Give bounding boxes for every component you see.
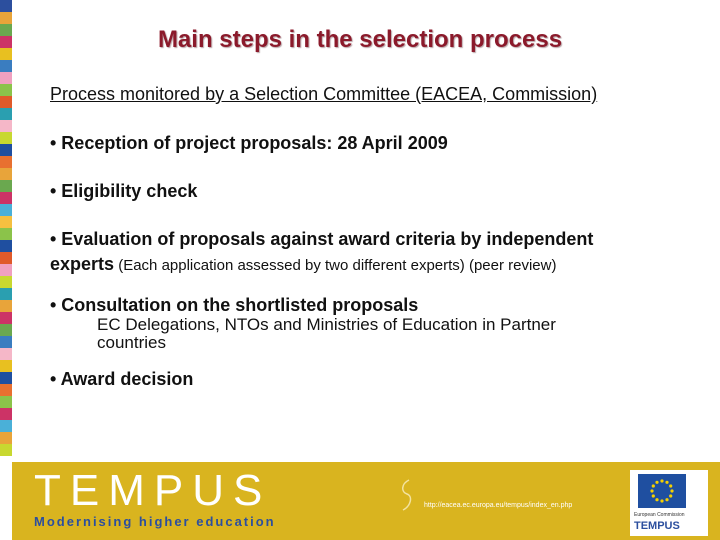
tempus-tagline: Modernising higher education bbox=[34, 514, 276, 529]
stripe-segment bbox=[0, 192, 12, 204]
stripe-segment bbox=[0, 276, 12, 288]
stripe-segment bbox=[0, 348, 12, 360]
slide-title: Main steps in the selection process bbox=[157, 26, 563, 53]
stripe-segment bbox=[0, 252, 12, 264]
consultation-sub-line2: countries bbox=[97, 333, 166, 352]
stripe-segment bbox=[0, 60, 12, 72]
stripe-segment bbox=[0, 384, 12, 396]
stripe-segment bbox=[0, 372, 12, 384]
stripe-segment bbox=[0, 84, 12, 96]
stripe-segment bbox=[0, 240, 12, 252]
stripe-segment bbox=[0, 72, 12, 84]
swirl-icon bbox=[397, 476, 415, 516]
stripe-segment bbox=[0, 216, 12, 228]
bullet-eligibility: • Eligibility check bbox=[50, 181, 198, 201]
stripe-segment bbox=[0, 288, 12, 300]
stripe-segment bbox=[0, 396, 12, 408]
slide-subtitle: Process monitored by a Selection Committee (EACEA, Commission) bbox=[50, 84, 598, 104]
stripe-segment bbox=[0, 180, 12, 192]
stripe-segment bbox=[0, 408, 12, 420]
eu-flag-icon bbox=[638, 474, 686, 508]
bullet-evaluation: • Evaluation of proposals against award criteria by independent bbox=[50, 229, 594, 249]
bullet-consultation: • Consultation on the shortlisted proposals bbox=[50, 295, 419, 315]
stripe-segment bbox=[0, 432, 12, 444]
bullet-award: • Award decision bbox=[50, 369, 194, 389]
stripe-segment bbox=[0, 444, 12, 456]
bullet-evaluation-line2 bbox=[50, 254, 556, 275]
stripe-segment bbox=[0, 228, 12, 240]
footer-banner bbox=[12, 462, 720, 540]
stripe-segment bbox=[0, 108, 12, 120]
eu-tempus-logo bbox=[630, 470, 708, 536]
left-color-stripe bbox=[0, 0, 12, 462]
tempus-logo: TEMPUS bbox=[34, 466, 272, 515]
stripe-segment bbox=[0, 420, 12, 432]
consultation-sub-line1: EC Delegations, NTOs and Ministries of Education in Partner bbox=[97, 315, 556, 334]
stripe-segment bbox=[0, 360, 12, 372]
stripe-segment bbox=[0, 0, 12, 12]
stripe-segment bbox=[0, 12, 12, 24]
evaluation-note: (Each application assessed by two different experts) (peer review) bbox=[114, 257, 557, 274]
stripe-segment bbox=[0, 264, 12, 276]
footer-url[interactable]: http://eacea.ec.europa.eu/tempus/index_en.php bbox=[424, 502, 573, 509]
stripe-segment bbox=[0, 312, 12, 324]
stripe-segment bbox=[0, 132, 12, 144]
stripe-segment bbox=[0, 336, 12, 348]
stripe-segment bbox=[0, 120, 12, 132]
stripe-segment bbox=[0, 300, 12, 312]
bullet-reception: • Reception of project proposals: 28 April 2009 bbox=[50, 133, 448, 153]
stripe-segment bbox=[0, 144, 12, 156]
stripe-segment bbox=[0, 156, 12, 168]
eu-tempus-text: TEMPUS bbox=[634, 520, 680, 532]
evaluation-experts-text: experts bbox=[50, 254, 115, 274]
stripe-segment bbox=[0, 204, 12, 216]
eu-caption: European Commission bbox=[634, 512, 685, 518]
stripe-segment bbox=[0, 168, 12, 180]
stripe-segment bbox=[0, 96, 12, 108]
stripe-segment bbox=[0, 324, 12, 336]
